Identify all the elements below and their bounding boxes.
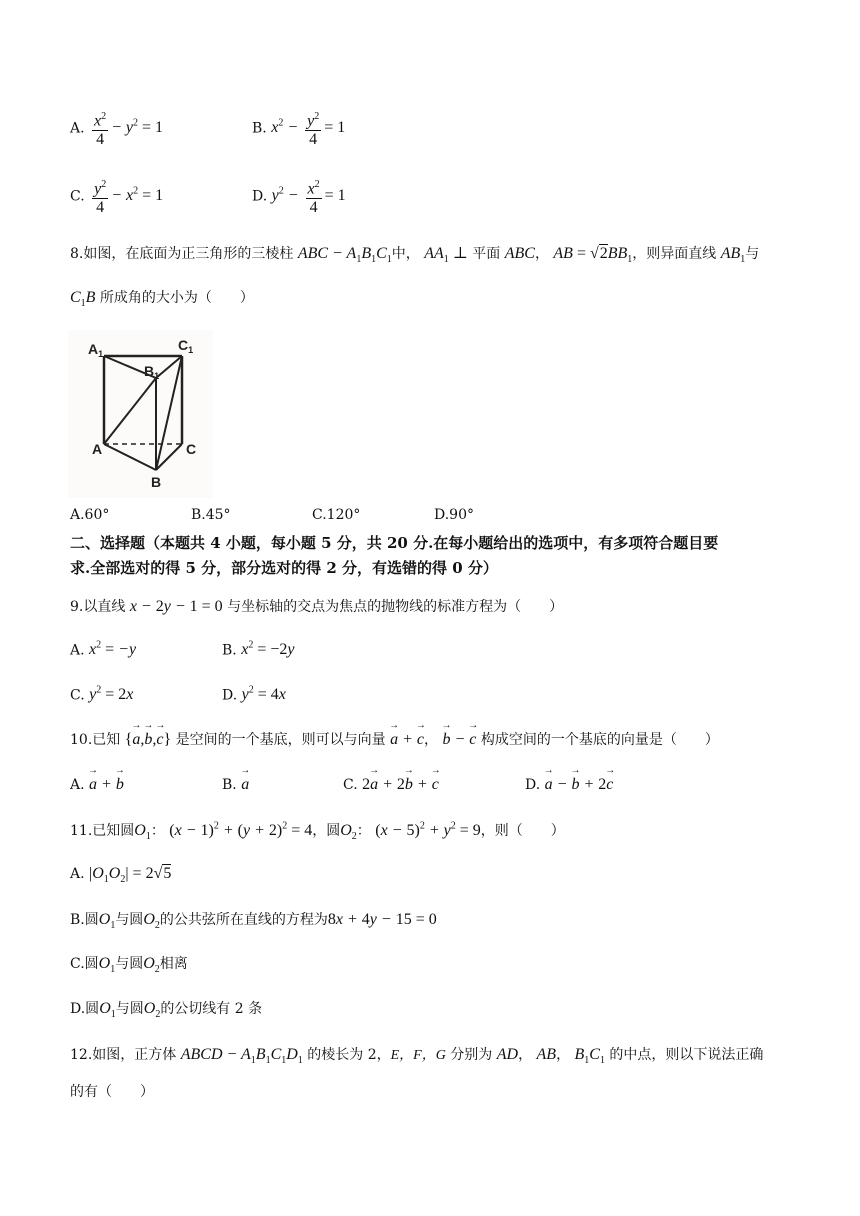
formula: $O_1$ (98, 911, 116, 932)
q7-option-a (70, 108, 163, 149)
formula: $AB_1$ (720, 245, 746, 266)
label-c1: $C_1$ (178, 337, 194, 355)
formula: $x^2 = -y$ (89, 640, 137, 659)
formula: $O_2$ (143, 955, 160, 976)
formula: → a + → b (89, 776, 124, 793)
q8-option-c: C.120° (312, 507, 361, 523)
formula: AB = $√2BB_1$ (553, 245, 633, 266)
q12-stem-line2: 的有（ ） (70, 1084, 154, 1100)
q10-option-b: B. → a (222, 776, 249, 794)
formula: $AA_1$ ⊥ (424, 245, 468, 266)
q7-option-c (70, 176, 163, 217)
option-label: A. (70, 120, 85, 137)
q11-option-c: C.圆$O_1$与圆$O_2$相离 (70, 955, 188, 976)
q9-option-a: A. $x^2 = -y$ (70, 640, 137, 659)
formula: $O_2$ (340, 822, 357, 843)
formula: {→ a,→ b,→ c} (125, 731, 171, 748)
q9-stem: 9.以直线 x − 2y − 1 = 0 与坐标轴的交点为焦点的抛物线的标准方程为（ ） (70, 598, 564, 615)
q7-option-d (252, 176, 346, 217)
q10-option-a: A. → a + → b (70, 776, 124, 794)
formula: $C_1B$ (70, 289, 96, 310)
formula: AB (536, 1046, 557, 1063)
formula: ABC (504, 245, 535, 262)
formula: $O_2$ (143, 1000, 161, 1021)
formula: $O_2$ (143, 911, 160, 932)
formula: $|O_1O_2| = 2√5$ (89, 865, 172, 886)
q9-option-c: C. $y^2 = 2x$ (70, 685, 134, 704)
formula: → a + → c (390, 731, 424, 748)
q8-option-a: A.60° (70, 507, 110, 523)
formula: $x^2 = -2y$ (241, 640, 295, 659)
label-a: A (92, 441, 103, 457)
formula: $O_1$ (99, 1000, 116, 1021)
formula: → a (241, 776, 249, 793)
q10-stem: 10.已知 {→ a,→ b,→ c} 是空间的一个基底，则可以与向量 → a + → c， → b − → c 构成空间的一个基底的向量是（ ） (70, 729, 719, 749)
formula: ABCD − $A_1B_1C_1D_1$ (180, 1046, 303, 1067)
formula: $B_1C_1$ (574, 1046, 605, 1067)
section-heading-line1: 二、选择题（本题共 4 小题，每小题 5 分，共 20 分.在每小题给出的选项中，有多项符合题目要 (70, 534, 719, 552)
q10-option-d: D. → a − → b + 2→ c (525, 776, 613, 794)
label-b: B (151, 474, 162, 490)
q8-option-b: B.45° (191, 507, 231, 523)
option-label: B. (252, 120, 267, 137)
option-label: C. (70, 188, 85, 205)
q11-option-a: A. $|O_1O_2| = 2√5$ (70, 865, 172, 886)
formula: $O_1$ (134, 822, 151, 843)
formula: $(x - 1)^2 + (y + 2)^2 = 4$ (169, 820, 313, 839)
label-c: C (186, 441, 197, 457)
q8-stem-line1: 8.如图，在底面为正三角形的三棱柱 ABC − $A_1B_1C_1$中， $AA_1$ ⊥ 平面 ABC， AB = $√2BB_1$，则异面直线 $AB_1$与 (70, 245, 760, 266)
formula: $y^2 = 4x$ (241, 685, 286, 704)
formula: 2→ a + 2→ b + → c (362, 776, 439, 793)
formula: ABC − $A_1B_1C_1$ (297, 245, 392, 266)
formula: → a − → b + 2→ c (545, 776, 614, 793)
formula: $x^2$ − $\frac{y^2}{4}$ = 1 (271, 119, 345, 136)
q11-option-b: B.圆$O_1$与圆$O_2$的公共弦所在直线的方程为8x + 4y − 15 = 0 (70, 911, 437, 932)
formula: $O_1$ (98, 955, 116, 976)
q8-option-d: D.90° (434, 507, 474, 523)
q10-option-c: C. 2→ a + 2→ b + → c (343, 776, 439, 794)
q9-option-d: D. $y^2 = 4x$ (222, 685, 286, 704)
label-b1: $B_1$ (144, 363, 160, 381)
formula: x − 2y − 1 = 0 (129, 598, 223, 615)
q8-stem-line2: $C_1B$ 所成角的大小为（ ） (70, 289, 254, 310)
formula: $y^2 = 2x$ (89, 685, 134, 704)
label-a1: $A_1$ (88, 341, 104, 359)
q12-stem-line1: 12.如图，正方体 ABCD − $A_1B_1C_1D_1$ 的棱长为 2，E，F，G 分别为 AD， AB， $B_1C_1$ 的中点，则以下说法正确 (70, 1046, 764, 1067)
formula: $y^2$ − $\frac{x^2}{4}$ = 1 (272, 187, 346, 204)
q11-option-d: D.圆$O_1$与圆$O_2$的公切线有 2 条 (70, 1000, 263, 1021)
formula: → b − → c (442, 731, 476, 748)
q9-option-b: B. $x^2 = -2y$ (222, 640, 295, 659)
formula: $(x - 5)^2 + y^2 = 9$ (375, 820, 481, 839)
option-label: D. (252, 188, 268, 205)
formula: $\frac{x^2}{4}$ − $y^2 = 1$ (89, 119, 163, 136)
q7-option-b (252, 108, 345, 149)
formula: AD (496, 1046, 519, 1063)
q11-stem: 11.已知圆$O_1$： $(x - 1)^2 + (y + 2)^2 = 4$，圆$O_2$： $(x - 5)^2 + y^2 = 9$，则（ ） (70, 820, 565, 843)
formula: $\frac{y^2}{4}$ − $x^2 = 1$ (89, 187, 163, 204)
section-heading-line2: 求.全部选对的得 5 分，部分选对的得 2 分，有选错的得 0 分） (70, 559, 498, 577)
formula: 8x + 4y − 15 = 0 (327, 911, 437, 928)
prism-figure (68, 330, 213, 498)
